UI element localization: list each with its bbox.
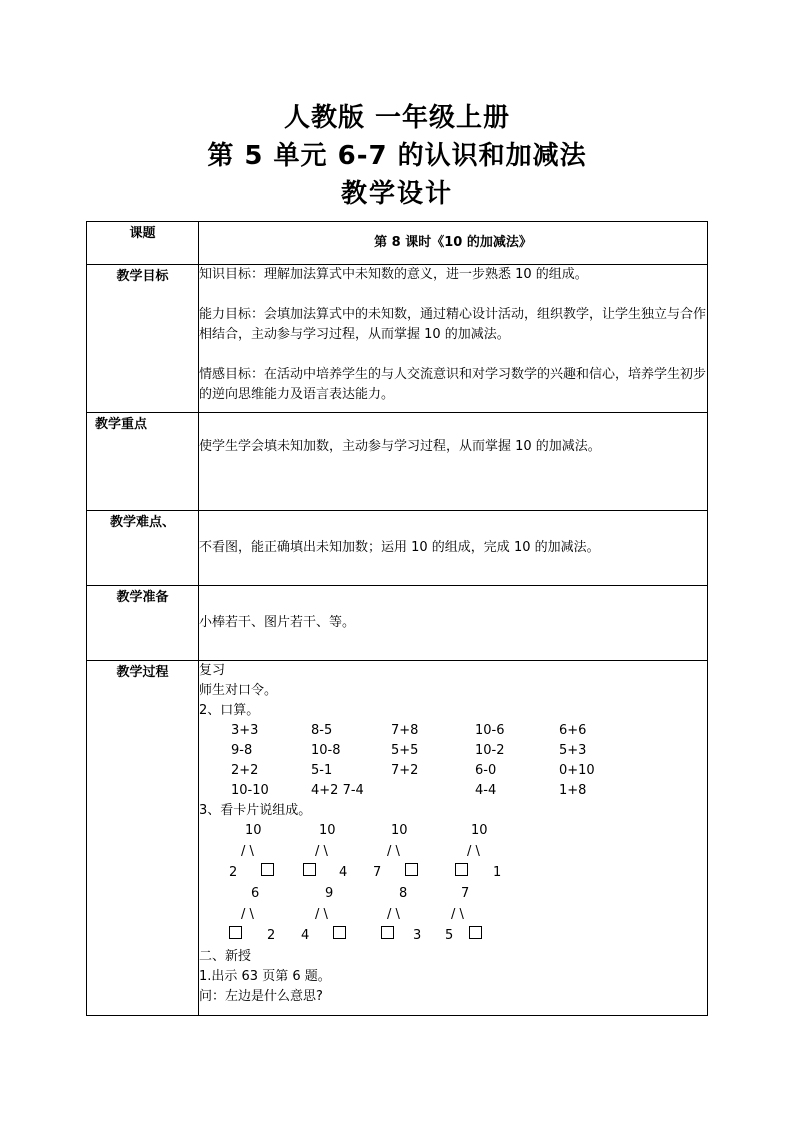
process-review: 复习 bbox=[199, 663, 226, 678]
title-unit: 第 5 单元 6-7 的认识和加减法 bbox=[207, 141, 587, 171]
key-label: 教学重点 bbox=[87, 413, 199, 511]
card-tops-row-1 bbox=[229, 821, 707, 842]
process-question: 问：左边是什么意思? bbox=[199, 989, 323, 1004]
card-parts-row-1 bbox=[229, 863, 707, 884]
row-process bbox=[87, 661, 708, 1016]
process-new-section: 二、新授 bbox=[199, 949, 252, 964]
calc-cell: 6-0 bbox=[475, 763, 497, 778]
calc-cell: 10-2 bbox=[475, 743, 505, 758]
composition-cards bbox=[199, 821, 707, 947]
branch-mark: / \ bbox=[241, 844, 254, 859]
row-key-points bbox=[87, 413, 708, 511]
card-top-number: 7 bbox=[461, 886, 470, 901]
process-item2: 2、口算。 bbox=[199, 703, 260, 718]
card-tops-row-2 bbox=[229, 884, 707, 905]
title-edition: 人教版 一年级上册 bbox=[283, 103, 511, 133]
branch-mark: / \ bbox=[467, 844, 480, 859]
card-part-number: 7 bbox=[373, 865, 382, 880]
row-goals bbox=[87, 265, 708, 413]
card-part-number: 3 bbox=[413, 928, 422, 943]
card-part-number: 2 bbox=[267, 928, 276, 943]
process-item1: 师生对口令。 bbox=[199, 683, 278, 698]
goal-knowledge: 知识目标：理解加法算式中未知数的意义，进一步熟悉 10 的组成。 bbox=[199, 267, 588, 282]
difficulty-value: 不看图，能正确填出未知加数；运用 10 的组成，完成 10 的加减法。 bbox=[199, 511, 708, 586]
blank-box-icon bbox=[303, 863, 316, 876]
title-design: 教学设计 bbox=[340, 179, 453, 209]
calc-cell bbox=[391, 781, 475, 801]
difficulty-label: 教学难点、 bbox=[87, 511, 199, 586]
card-part-number: 2 bbox=[229, 865, 238, 880]
branch-mark: / \ bbox=[387, 907, 400, 922]
card-top-number: 10 bbox=[391, 823, 408, 838]
calc-cell: 5+5 bbox=[391, 743, 419, 758]
lesson-plan-table bbox=[86, 221, 708, 1016]
calc-cell: 3+3 bbox=[231, 723, 259, 738]
calc-cell: 6+6 bbox=[559, 723, 587, 738]
goals-content bbox=[199, 265, 708, 413]
calc-cell: 0+10 bbox=[559, 763, 595, 778]
blank-box-icon bbox=[469, 926, 482, 939]
calc-cell: 7+8 bbox=[391, 723, 419, 738]
goals-label: 教学目标 bbox=[87, 265, 199, 413]
calc-cell: 4-4 bbox=[475, 783, 497, 798]
card-part-number: 5 bbox=[445, 928, 454, 943]
card-part-number: 1 bbox=[493, 865, 502, 880]
blank-box-icon bbox=[455, 863, 468, 876]
calc-cell: 5+3 bbox=[559, 743, 587, 758]
calc-cell: 1+8 bbox=[559, 783, 587, 798]
branch-mark: / \ bbox=[315, 844, 328, 859]
calc-cell: 7+2 bbox=[391, 763, 419, 778]
branch-mark: / \ bbox=[241, 907, 254, 922]
branch-mark: / \ bbox=[451, 907, 464, 922]
goal-ability: 能力目标：会填加法算式中的未知数，通过精心设计活动，组织教学，让学生独立与合作相结合，主动参与学习过程，从而掌握 10 的加减法。 bbox=[199, 307, 707, 342]
topic-label: 课题 bbox=[87, 222, 199, 265]
card-part-number: 4 bbox=[339, 865, 348, 880]
blank-box-icon bbox=[405, 863, 418, 876]
card-parts-row-2 bbox=[229, 926, 707, 947]
calc-cell: 10-6 bbox=[475, 723, 505, 738]
goal-emotion: 情感目标：在活动中培养学生的与人交流意识和对学习数学的兴趣和信心，培养学生初步的逆向思维能力及语言表达能力。 bbox=[199, 367, 707, 402]
card-top-number: 10 bbox=[319, 823, 336, 838]
blank-box-icon bbox=[333, 926, 346, 939]
key-value bbox=[199, 413, 708, 511]
process-new-item1: 1.出示 63 页第 6 题。 bbox=[199, 969, 331, 984]
card-branch-row-2 bbox=[229, 905, 707, 926]
blank-box-icon bbox=[229, 926, 242, 939]
branch-mark: / \ bbox=[387, 844, 400, 859]
card-part-number: 4 bbox=[301, 928, 310, 943]
row-difficulty bbox=[87, 511, 708, 586]
calc-cell: 8-5 bbox=[311, 723, 333, 738]
card-top-number: 10 bbox=[245, 823, 262, 838]
row-topic bbox=[87, 222, 708, 265]
process-item3: 3、看卡片说组成。 bbox=[199, 803, 312, 818]
calc-cell: 2+2 bbox=[231, 763, 259, 778]
topic-value: 第 8 课时《10 的加减法》 bbox=[199, 222, 708, 265]
card-top-number: 10 bbox=[471, 823, 488, 838]
calc-cell: 4+2 7-4 bbox=[311, 783, 364, 798]
document-title-block bbox=[0, 100, 794, 212]
process-label: 教学过程 bbox=[87, 661, 199, 1016]
card-top-number: 8 bbox=[399, 886, 408, 901]
card-top-number: 9 bbox=[325, 886, 334, 901]
calc-cell: 5-1 bbox=[311, 763, 333, 778]
calc-cell: 10-8 bbox=[311, 743, 341, 758]
calc-cell: 9-8 bbox=[231, 743, 253, 758]
calc-grid bbox=[199, 721, 707, 801]
card-top-number: 6 bbox=[251, 886, 260, 901]
blank-box-icon bbox=[261, 863, 274, 876]
process-content bbox=[199, 661, 708, 1016]
card-branch-row-1 bbox=[229, 842, 707, 863]
prep-label: 教学准备 bbox=[87, 586, 199, 661]
prep-value: 小棒若干、图片若干、等。 bbox=[199, 586, 708, 661]
calc-cell: 10-10 bbox=[231, 783, 269, 798]
row-preparation bbox=[87, 586, 708, 661]
key-text: 使学生学会填未知加数，主动参与学习过程，从而掌握 10 的加减法。 bbox=[199, 439, 601, 454]
branch-mark: / \ bbox=[315, 907, 328, 922]
blank-box-icon bbox=[381, 926, 394, 939]
